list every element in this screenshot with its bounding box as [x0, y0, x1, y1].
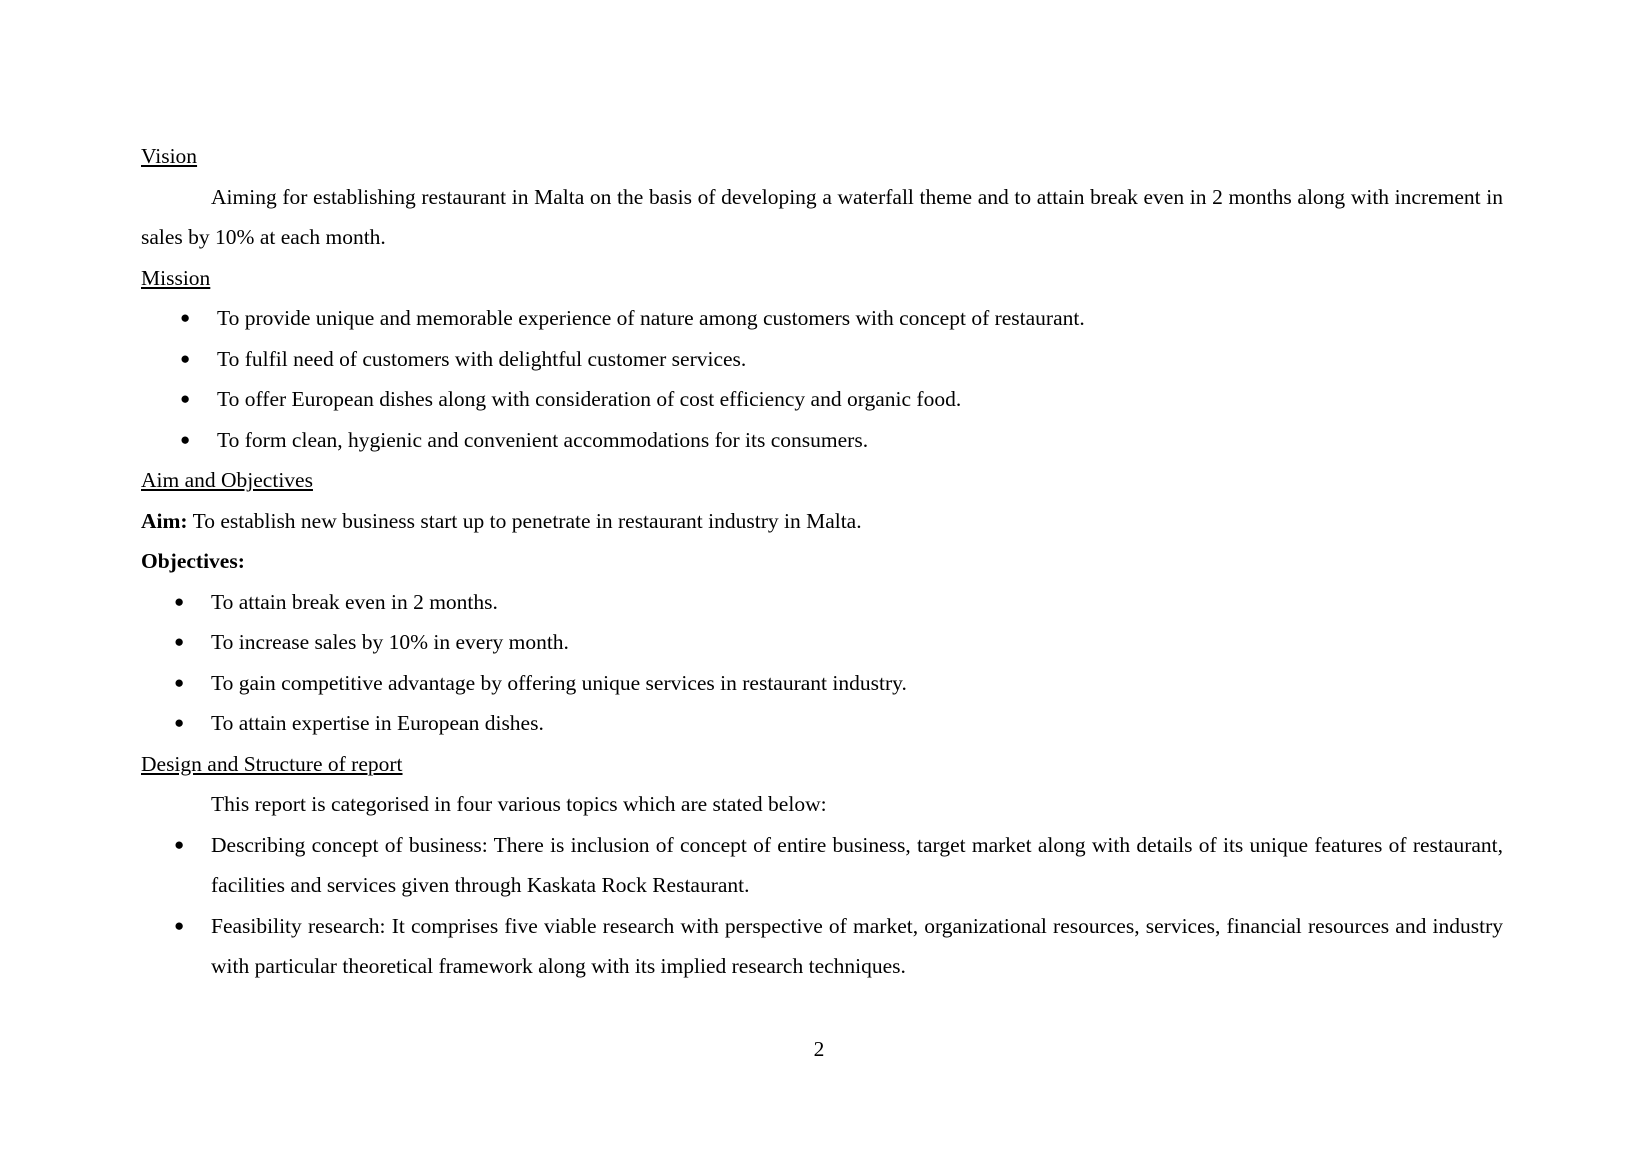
mission-item-text: To form clean, hygienic and convenient accommodations for its consumers. [217, 427, 869, 452]
objective-item-text: To attain break even in 2 months. [211, 589, 498, 614]
mission-item-text: To offer European dishes along with consideration of cost efficiency and organic food. [217, 387, 962, 411]
design-heading: Design and Structure of report [141, 751, 403, 776]
page-content [141, 136, 1503, 987]
bullet-icon: ● [174, 591, 185, 611]
aim-text: To establish new business start up to penetrate in restaurant industry in Malta. [187, 508, 862, 533]
bullet-icon: ● [180, 429, 191, 449]
design-item-text: Describing concept of business: There is inclusion of concept of entire business, target market along with details of its unique features of restaurant, facilities and services given through Kaskata Rock Restaurant. [211, 832, 1503, 897]
objectives-list [141, 582, 1503, 744]
list-item [141, 703, 1503, 744]
bullet-icon: ● [174, 632, 185, 651]
list-item [141, 420, 1503, 461]
design-item-text: Feasibility research: It comprises five viable research with perspective of market, organizational resources, services, financial resources and industry with particular theoretical framework along with its implied research techniques. [211, 913, 1503, 978]
mission-list [141, 298, 1503, 460]
list-item [141, 663, 1503, 704]
aims-heading: Aim and Objectives [141, 468, 313, 492]
bullet-icon: ● [174, 915, 185, 935]
bullet-icon: ● [174, 713, 185, 732]
list-item [141, 339, 1503, 380]
list-item [141, 906, 1503, 987]
objectives-label: Objectives: [141, 549, 245, 573]
bullet-icon: ● [174, 834, 185, 854]
list-item [141, 622, 1503, 663]
bullet-icon: ● [174, 672, 185, 692]
vision-heading: Vision [141, 144, 198, 168]
mission-heading: Mission [141, 265, 211, 290]
objective-item-text: To increase sales by 10% in every month. [211, 630, 569, 654]
bullet-icon: ● [180, 348, 191, 368]
vision-paragraph: Aiming for establishing restaurant in Malta on the basis of developing a waterfall theme and to attain break even in 2 months along with increment in sales by 10% at each month. [141, 184, 1503, 249]
bullet-icon: ● [180, 389, 191, 408]
aim-label: Aim: [141, 508, 188, 533]
list-item [141, 298, 1503, 339]
list-item [141, 379, 1503, 420]
mission-item-text: To provide unique and memorable experience of nature among customers with concept of restaurant. [217, 306, 1085, 330]
design-intro: This report is categorised in four various topics which are stated below: [211, 792, 827, 816]
design-list [141, 825, 1503, 987]
page-number: 2 [813, 1037, 825, 1061]
objective-item-text: To attain expertise in European dishes. [211, 711, 544, 735]
list-item [141, 825, 1503, 906]
aim-paragraph [141, 501, 1503, 542]
list-item [141, 582, 1503, 623]
bullet-icon: ● [180, 308, 191, 327]
objective-item-text: To gain competitive advantage by offering unique services in restaurant industry. [211, 670, 907, 695]
mission-item-text: To fulfil need of customers with delightful customer services. [217, 346, 747, 371]
